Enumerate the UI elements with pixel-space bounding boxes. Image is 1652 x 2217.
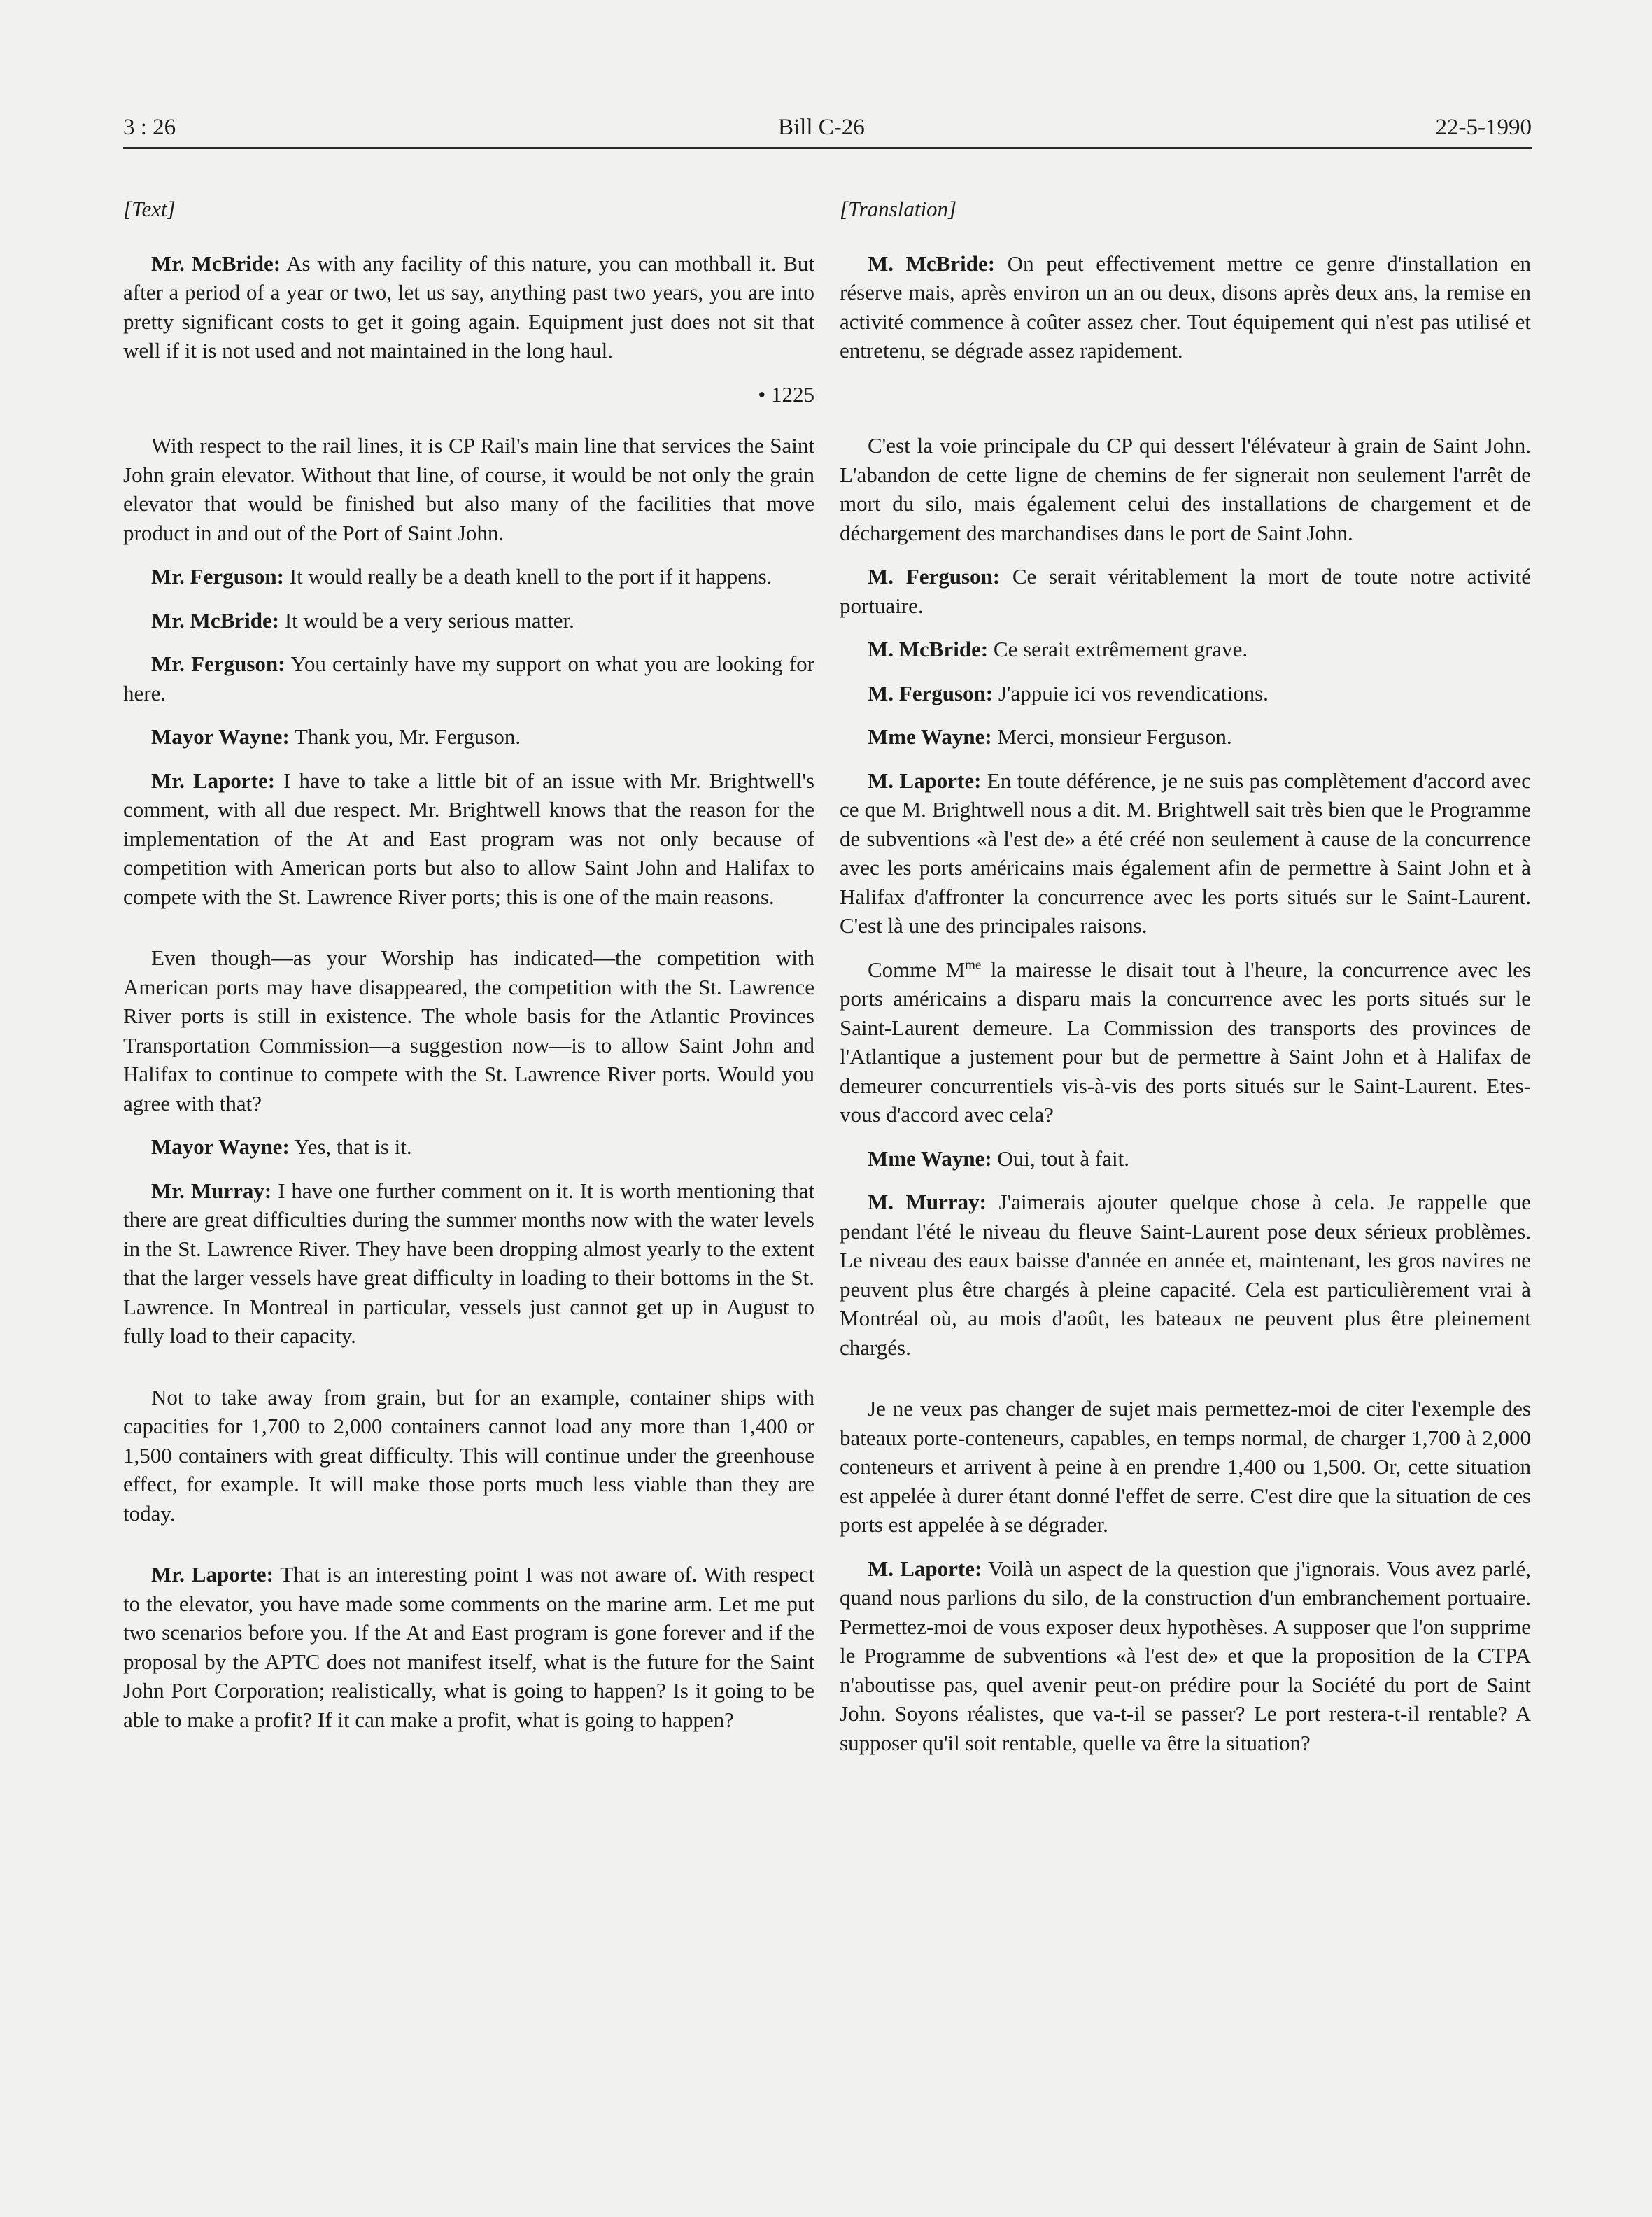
superscript: me [965,957,982,973]
paragraph [840,955,1531,1129]
paragraph [123,722,814,752]
paragraph [123,1560,814,1734]
paragraph-text: Je ne veux pas changer de sujet mais permettez-moi de citer l'exemple des bateaux porte-conteneurs, capables, en temps normal, de charger 1,700 à 2,000 conteneurs et arrivent à peine à en prendre 1,400 ou 1,500. Or, cette situation est appelée à durer étant donné l'effet de serre. C'est dire que la situation de ces ports est appelée à se dégrader. [840,1396,1531,1537]
paragraph-text: Ce serait extrêmement grave. [988,637,1248,661]
speaker-name: Mayor Wayne: [151,724,290,749]
speaker-name: M. Ferguson: [868,564,1001,589]
paragraph [123,1132,814,1162]
speaker-name: Mr. Murray: [151,1178,272,1203]
paragraph-text: You certainly have my support on what you are looking for here. [123,652,814,705]
paragraph [123,766,814,912]
paragraph [123,1176,814,1351]
paragraph-text: Voilà un aspect de la question que j'ignorais. Vous avez parlé, quand nous parlions du silo, de la construction d'un embranchement portuaire. Permettez-moi de vous exposer deux hypothèses. A supposer que l'on supprime le Programme de subventions «à l'est de» et que la proposition de la CTPA n'aboutisse pas, quel avenir peut-on prédire pour la Société du port de Saint John. Soyons réalistes, que va-t-il se passer? Le port restera-t-il rentable? A supposer qu'il soit rentable, quelle va être la situation? [840,1556,1531,1755]
speaker-name: Mayor Wayne: [151,1134,290,1159]
english-column [123,195,814,1749]
paragraph [840,679,1531,708]
paragraph [840,249,1531,365]
paragraph [840,1144,1531,1174]
paragraph [123,249,814,365]
paragraph-text: Yes, that is it. [289,1134,412,1159]
paragraph [123,1383,814,1528]
translation-label: [Translation] [840,197,957,221]
paragraph-text: As with any facility of this nature, you can mothball it. But after a period of a year or two, let us say, anything past two years, you are into pretty significant costs to get it going again. Equipment just does not sit that well if it is not used and not maintained in the long haul. [123,251,814,363]
header-rule [123,147,1532,149]
paragraph [840,635,1531,664]
french-column [840,195,1531,1772]
paragraph [840,562,1531,620]
paragraph-text: Not to take away from grain, but for an example, container ships with capacities for 1,700 to 2,000 containers cannot load any more than 1,400 or 1,500 containers with great difficulty. This will continue under the greenhouse effect, for example. It will make those ports much less viable than they are today. [123,1384,814,1526]
paragraph-text: En toute déférence, je ne suis pas complètement d'accord avec ce que M. Brightwell nous a dit. M. Brightwell sait très bien que le Programme de subventions «à l'est de» a été créé non seulement à cause de la concurrence avec les ports américains mais également afin de permettre à Saint John et à Halifax d'affronter la concurrence avec les ports situés sur le Saint-Laurent. C'est là une des principales raisons. [840,768,1532,938]
paragraph-text: It would really be a death knell to the port if it happens. [284,564,772,589]
bill-title: Bill C-26 [778,115,865,140]
paragraph-text: Even though—as your Worship has indicated—the competition with American ports may have disappeared, the competition with the St. Lawrence River ports is still in existence. The whole basis for the Atlantic Provinces Transportation Commission—a suggestion now—is to allow Saint John and Halifax to continue to compete with the St. Lawrence River ports. Would you agree with that? [123,945,814,1115]
paragraph-text: Ce serait véritablement la mort de toute notre activité portuaire. [840,564,1531,618]
paragraph [123,943,814,1118]
speaker-name: M. Ferguson: [868,680,994,705]
paragraph-text: J'aimerais ajouter quelque chose à cela. Je rappelle que pendant l'été le niveau du fleuve Saint-Laurent pose deux sérieux problèmes. Le niveau des eaux baisse d'année en année et, maintenant, les gros navires ne peuvent plus être chargés à pleine capacité. Cela est particulièrement vrai à Montréal où, au mois d'août, les bateaux ne peuvent plus être pleinement chargés. [840,1190,1531,1360]
sitting-date: 22-5-1990 [1435,115,1532,140]
speaker-name: Mr. McBride: [151,607,280,633]
speaker-name: M. McBride: [868,251,996,276]
paragraph-text: la mairesse le disait tout à l'heure, la concurrence avec les ports américains a disparu mais la concurrence avec les ports situés sur le Saint-Laurent demeure. La Commission des transports des provinces de l'Atlantique a justement pour but de permettre à Saint John et à Halifax de demeurer concurrentiels vis-à-vis des ports situés sur le Saint-Laurent. Etes-vous d'accord avec cela? [840,957,1531,1127]
paragraph-text-start: Comme M [868,957,966,982]
speaker-name: Mr. Laporte: [151,1562,274,1586]
paragraph [840,766,1531,941]
speaker-name: M. McBride: [868,637,989,661]
paragraph [840,431,1531,547]
paragraph-text: Merci, monsieur Ferguson. [991,724,1232,749]
speaker-name: Mr. McBride: [151,251,281,276]
speaker-name: M. Murray: [868,1190,987,1214]
page-number: 3 : 26 [123,115,176,140]
paragraph [123,606,814,635]
paragraph-text: It would be a very serious matter. [279,607,574,633]
speaker-name: Mr. Ferguson: [151,652,285,676]
text-label: [Text] [123,197,176,221]
paragraph [123,562,814,591]
paragraph-text: On peut effectivement mettre ce genre d'installation en réserve mais, après environ un an ou deux, disons après deux ans, la remise en activité commence à coûter assez cher. Tout équipement qui n'est pas utilisé et entretenu, se dégrade assez rapidement. [840,251,1531,363]
paragraph-text: With respect to the rail lines, it is CP Rail's main line that services the Saint John grain elevator. Without that line, of course, it would be not only the grain elevator that would be finished but also many of the facilities that move product in and out of the Port of Saint John. [123,433,814,545]
paragraph-text: C'est la voie principale du CP qui dessert l'élévateur à grain de Saint John. L'abandon de cette ligne de chemins de fer signerait non seulement l'arrêt de mort du silo, mais également celui des installations de chargement et de déchargement des marchandises dans le port de Saint John. [840,433,1531,545]
paragraph-text: I have to take a little bit of an issue with Mr. Brightwell's comment, with all due respect. Mr. Brightwell knows that the reason for the implementation of the At and East program was not only because of competition with American ports but also to allow Saint John and Halifax to compete with the St. Lawrence River ports; this is one of the main reasons. [123,768,814,909]
speaker-name: Mme Wayne: [868,724,992,749]
speaker-name: Mr. Ferguson: [151,564,284,589]
speaker-name: Mr. Laporte: [151,768,276,793]
paragraph [840,1394,1531,1540]
speaker-name: Mme Wayne: [868,1146,992,1171]
paragraph-text: I have one further comment on it. It is worth mentioning that there are great difficulties during the summer months now with the water levels in the St. Lawrence River. They have been dropping almost yearly to the extent that the larger vessels have great difficulty in loading to their bottoms in the St. Lawrence. In Montreal in particular, vessels just cannot get up in August to fully load to their capacity. [123,1178,814,1348]
paragraph [123,431,814,547]
time-marker: • 1225 [758,381,814,407]
paragraph [123,649,814,708]
speaker-name: M. Laporte: [868,1556,982,1581]
paragraph [840,722,1531,752]
paragraph-text: Thank you, Mr. Ferguson. [289,724,521,749]
paragraph-text: J'appuie ici vos revendications. [993,680,1269,705]
paragraph [840,1188,1531,1362]
paragraph [840,1554,1531,1758]
paragraph-text: That is an interesting point I was not aware of. With respect to the elevator, you have made some comments on the marine arm. Let me put two scenarios before you. If the At and East program is gone forever and if the proposal by the APTC does not manifest itself, what is the future for the Saint John Port Corporation; realistically, what is going to happen? Is it going to be able to make a profit? If it can make a profit, what is going to happen? [123,1562,815,1732]
paragraph-text: Oui, tout à fait. [991,1146,1129,1171]
speaker-name: M. Laporte: [868,768,982,793]
